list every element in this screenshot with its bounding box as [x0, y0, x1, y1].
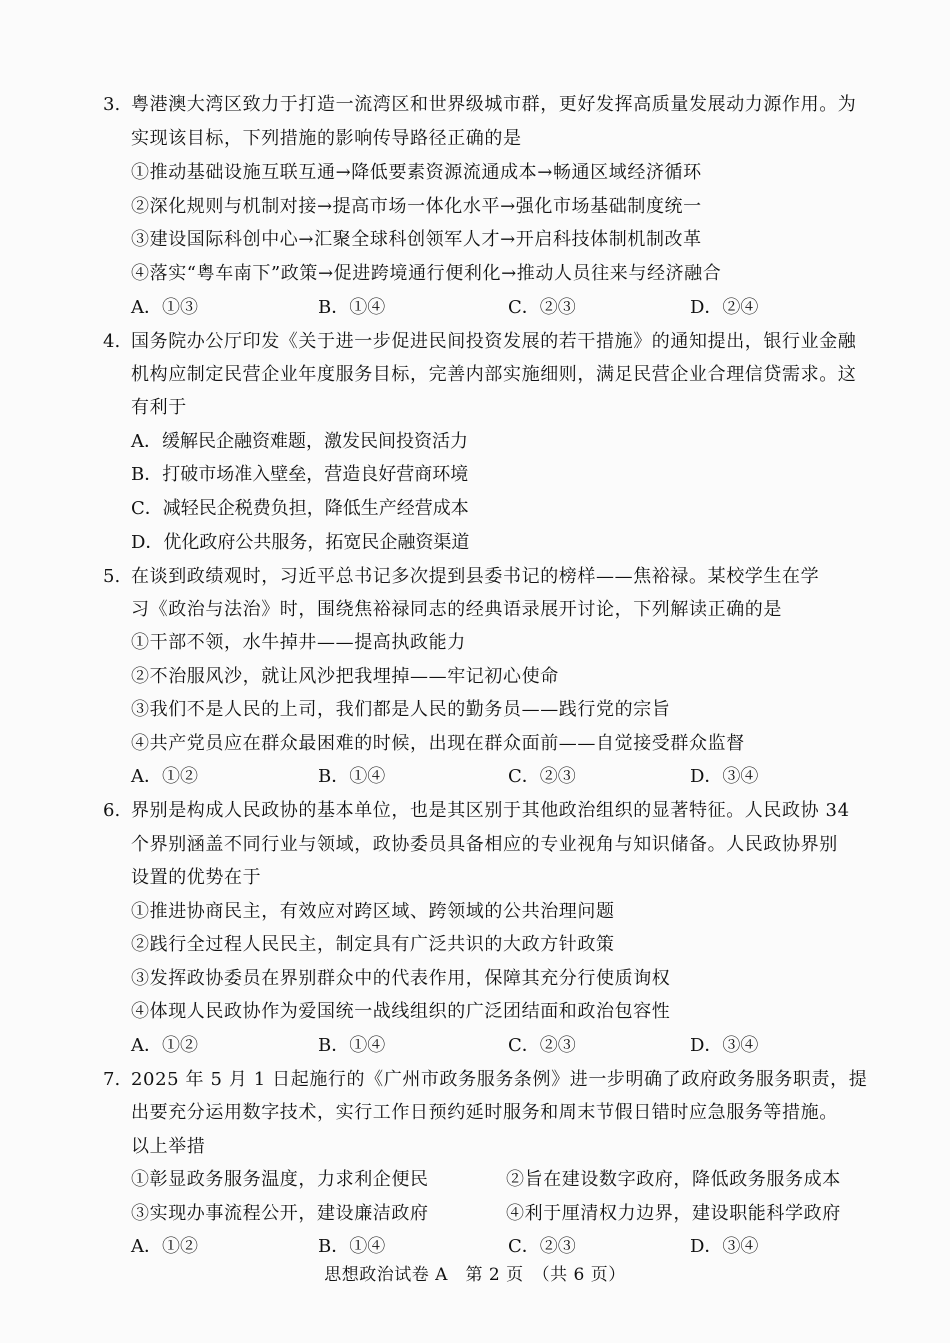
question-stem-line: 国务院办公厅印发《关于进一步促进民间投资发展的若干措施》的通知提出，银行业金融: [131, 331, 857, 352]
option-c: C．②③: [508, 1035, 576, 1056]
option-d: D．②④: [690, 297, 759, 318]
option-c: C．②③: [508, 1236, 576, 1257]
question-stem-line: 机构应制定民营企业年度服务目标，完善内部实施细则，满足民营企业合理信贷需求。这: [131, 364, 857, 385]
question-stem-line: 2025 年 5 月 1 日起施行的《广州市政务服务条例》进一步明确了政府政务服务职责，提: [131, 1069, 868, 1090]
option-b: B．①④: [318, 297, 386, 318]
statement: ②旨在建设数字政府，降低政务服务成本: [506, 1169, 841, 1190]
option-a: A．缓解民企融资难题，激发民间投资活力: [131, 431, 468, 452]
option-c: C．减轻民企税费负担，降低生产经营成本: [131, 498, 469, 519]
option-d: D．③④: [690, 766, 759, 787]
question-stem-line: 设置的优势在于: [131, 867, 262, 888]
option-d: D．优化政府公共服务，拓宽民企融资渠道: [131, 532, 470, 553]
question-number: 4.: [103, 331, 121, 352]
option-c: C．②③: [508, 766, 576, 787]
option-d: D．③④: [690, 1236, 759, 1257]
statement: ③我们不是人民的上司，我们都是人民的勤务员——践行党的宗旨: [131, 699, 671, 720]
question-number: 7.: [103, 1069, 121, 1090]
question-stem-line: 习《政治与法治》时，围绕焦裕禄同志的经典语录展开讨论，下列解读正确的是: [131, 599, 782, 620]
question-number: 6.: [103, 800, 121, 821]
statement: ③建设国际科创中心→汇聚全球科创领军人才→开启科技体制机制改革: [131, 229, 702, 250]
statement: ③发挥政协委员在界别群众中的代表作用，保障其充分行使质询权: [131, 968, 671, 989]
option-b: B．打破市场准入壁垒，营造良好营商环境: [131, 464, 469, 485]
question-stem-line: 粤港澳大湾区致力于打造一流湾区和世界级城市群，更好发挥高质量发展动力源作用。为: [131, 94, 857, 115]
statement: ①彰显政务服务温度，力求利企便民: [131, 1169, 429, 1190]
question-number: 5.: [103, 566, 121, 587]
option-a: A．①②: [131, 1035, 198, 1056]
question-stem-line: 在谈到政绩观时，习近平总书记多次提到县委书记的榜样——焦裕禄。某校学生在学: [131, 566, 820, 587]
statement: ①推动基础设施互联互通→降低要素资源流通成本→畅通区域经济循环: [131, 162, 702, 183]
question-stem-line: 出要充分运用数字技术，实行工作日预约延时服务和周末节假日错时应急服务等措施。: [131, 1102, 838, 1123]
option-b: B．①④: [318, 1236, 386, 1257]
statement: ①干部不领，水牛掉井——提高执政能力: [131, 632, 466, 653]
option-b: B．①④: [318, 1035, 386, 1056]
option-a: A．①②: [131, 1236, 198, 1257]
statement: ②不治服风沙，就让风沙把我埋掉——牢记初心使命: [131, 666, 559, 687]
option-b: B．①④: [318, 766, 386, 787]
option-a: A．①③: [131, 297, 198, 318]
statement: ③实现办事流程公开，建设廉洁政府: [131, 1203, 429, 1224]
statement: ②深化规则与机制对接→提高市场一体化水平→强化市场基础制度统一: [131, 196, 702, 217]
statement: ④利于厘清权力边界，建设职能科学政府: [506, 1203, 841, 1224]
statement: ④共产党员应在群众最困难的时候，出现在群众面前——自觉接受群众监督: [131, 733, 745, 754]
question-stem-line: 实现该目标，下列措施的影响传导路径正确的是: [131, 128, 522, 149]
question-stem-line: 个界别涵盖不同行业与领域，政协委员具备相应的专业视角与知识储备。人民政协界别: [131, 834, 838, 855]
option-c: C．②③: [508, 297, 576, 318]
page-footer: 思想政治试卷 A 第 2 页 （共 6 页）: [324, 1265, 626, 1285]
option-d: D．③④: [690, 1035, 759, 1056]
option-a: A．①②: [131, 766, 198, 787]
statement: ②践行全过程人民民主，制定具有广泛共识的大政方针政策: [131, 934, 615, 955]
statement: ④体现人民政协作为爱国统一战线组织的广泛团结面和政治包容性: [131, 1001, 671, 1022]
question-stem-line: 界别是构成人民政协的基本单位，也是其区别于其他政治组织的显著特征。人民政协 34: [131, 800, 850, 821]
question-number: 3.: [103, 94, 121, 115]
statement: ④落实“粤车南下”政策→促进跨境通行便利化→推动人员往来与经济融合: [131, 263, 722, 284]
statement: ①推进协商民主，有效应对跨区域、跨领域的公共治理问题: [131, 901, 615, 922]
question-stem-line: 有利于: [131, 397, 187, 418]
question-stem-line: 以上举措: [131, 1136, 206, 1157]
